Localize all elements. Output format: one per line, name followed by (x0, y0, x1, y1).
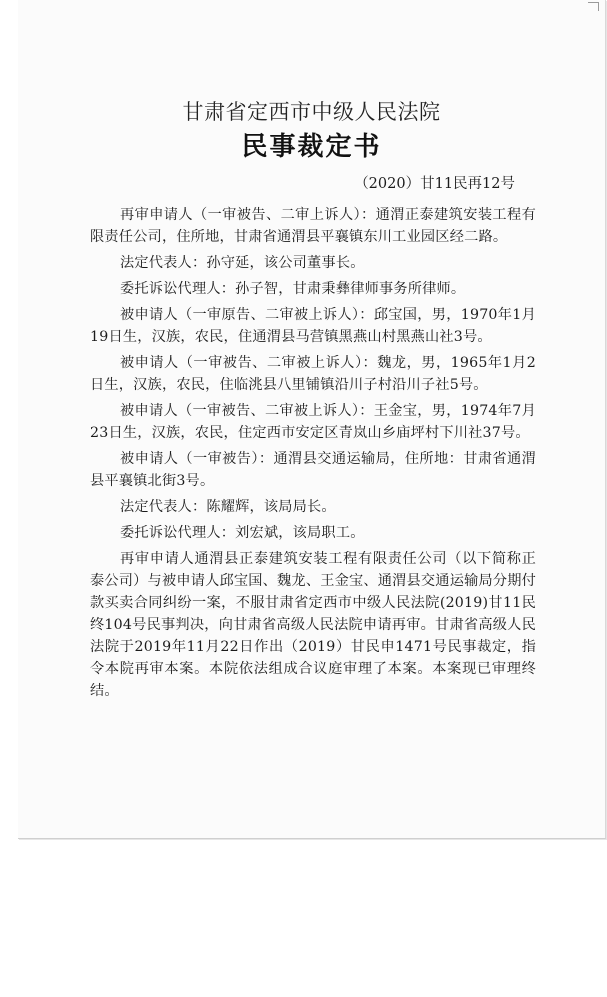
paragraph-agent: 委托诉讼代理人：孙子智，甘肃秉彝律师事务所律师。 (120, 281, 466, 297)
paragraph-respondent-bureau: 被申请人（一审被告）：通渭县交通运输局，住所地：甘肃省通渭县平襄镇北街3号。 (90, 451, 536, 489)
document-page (18, 0, 606, 839)
paragraph-respondent-wei: 被申请人（一审被告、二审被上诉人）：魏龙，男，1965年1月2日生，汉族，农民，住临洮县八里铺镇沿川子村沿川子社5号。 (90, 355, 536, 393)
court-name: 甘肃省定西市中级人民法院 (182, 100, 441, 124)
paragraph-bureau-legal-rep: 法定代表人：陈耀辉，该局局长。 (120, 499, 336, 515)
document-body (90, 204, 536, 702)
page-corner-mark (588, 2, 599, 11)
paragraph-case-summary: 再审申请人通渭县正泰建筑安装工程有限责任公司（以下简称正泰公司）与被申请人邱宝国、魏龙、王金宝、通渭县交通运输局分期付款买卖合同纠纷一案，不服甘肃省定西市中级人民法院(2019)甘11民终104号民事判决，向甘肃省高级人民法院申请再审。甘肃省高级人民法院于2019年11月22日作出（2019）甘民申1471号民事裁定，指令本院再审本案。本院依法组成合议庭审理了本案。本案现已审理终结。 (90, 551, 537, 699)
paragraph-bureau-agent: 委托诉讼代理人：刘宏斌，该局职工。 (120, 525, 365, 541)
paragraph-applicant: 再审申请人（一审被告、二审上诉人）：通渭正泰建筑安装工程有限责任公司，住所地，甘肃省通渭县平襄镇东川工业园区经二路。 (90, 207, 536, 245)
case-number: （2020）甘11民再12号 (354, 176, 515, 192)
paragraph-legal-rep: 法定代表人：孙守延，该公司董事长。 (120, 255, 365, 271)
paragraph-respondent-qiu: 被申请人（一审原告、二审被上诉人）：邱宝国，男，1970年1月19日生，汉族，农民，住通渭县马营镇黑燕山村黑燕山社3号。 (90, 307, 536, 345)
document-title: 民事裁定书 (241, 132, 382, 162)
paragraph-respondent-wang: 被申请人（一审被告、二审被上诉人）：王金宝，男，1974年7月23日生，汉族，农民，住定西市安定区青岚山乡庙坪村下川社37号。 (90, 403, 536, 441)
